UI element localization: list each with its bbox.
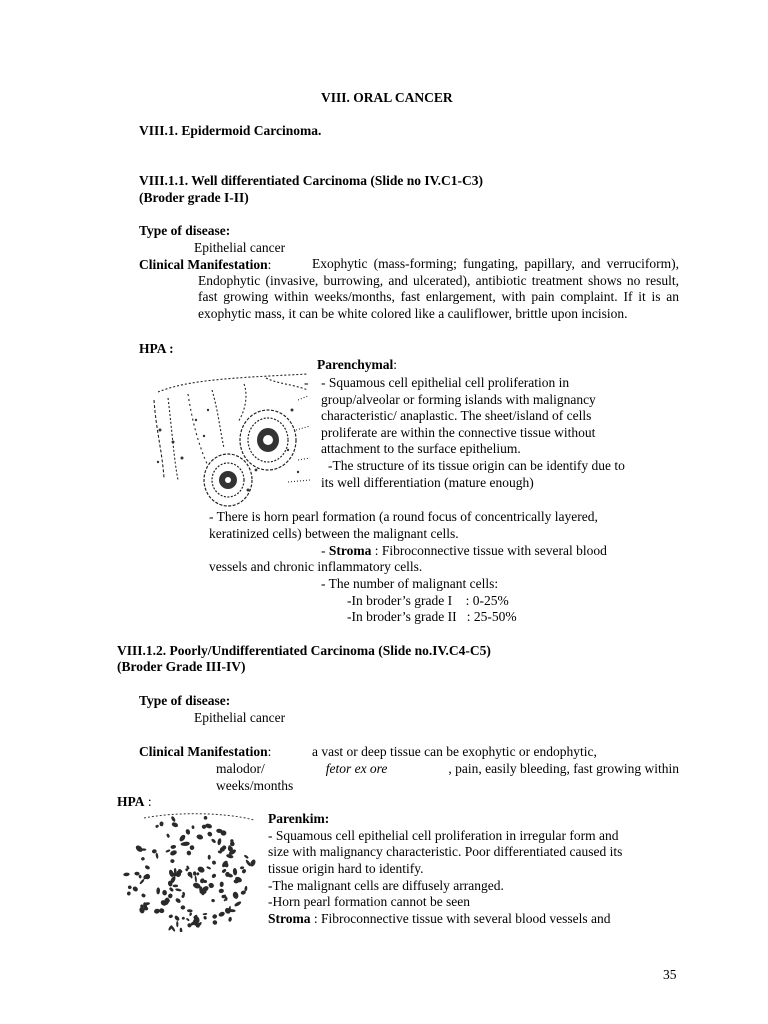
cell-mark (162, 890, 167, 896)
cell-mark (203, 816, 207, 820)
horn-pearl-line-1: keratinized cells) between the malignant cells. (209, 526, 459, 541)
clinical-2-malodor: malodor/ (216, 761, 265, 776)
parenchymal-heading (317, 356, 397, 373)
par1-line-6: its well differentiation (mature enough) (321, 475, 534, 490)
cell-mark (212, 920, 217, 925)
cell-mark (218, 911, 226, 918)
cell-mark (206, 831, 213, 838)
cell-mark (211, 873, 217, 879)
par1-line-0: - Squamous cell epithelial cell proliferation in (321, 375, 570, 390)
histology-figure-poorly-differentiated (114, 812, 266, 932)
cell-mark (170, 845, 176, 850)
horn-pearl-line-0: - There is horn pearl formation (a round focus of concentrically layered, (209, 509, 598, 524)
cell-mark (181, 905, 186, 909)
cell-mark (203, 916, 207, 920)
clinical-colon-2: : (267, 744, 272, 759)
par1-line-2: characteristic/ anaplastic. The sheet/island of cells (321, 408, 592, 423)
cell-mark (191, 825, 194, 829)
cell-mark (212, 860, 217, 865)
cell-mark (176, 921, 178, 927)
cell-mark (175, 897, 182, 904)
cell-mark (175, 888, 182, 892)
grade-1: -In broder’s grade I : 0-25% (347, 593, 509, 608)
subsection-heading-2: VIII.1.2. Poorly/Undifferentiated Carcinoma (Slide no.IV.C4-C5) (117, 643, 491, 658)
section-heading: VIII.1. Epidermoid Carcinoma. (139, 123, 322, 138)
cell-mark (140, 856, 145, 861)
grade-2: -In broder’s grade II : 25-50% (347, 609, 517, 624)
clinical-text-2-line2 (216, 760, 679, 777)
cell-mark (159, 908, 165, 914)
cell-mark (179, 928, 182, 932)
cell-mark (244, 854, 249, 859)
clinical-colon-1: : (267, 257, 272, 272)
cell-mark (244, 886, 247, 892)
stroma-text-2: : Fibroconnective tissue with several blood vessels and (310, 911, 611, 926)
cell-mark (202, 913, 207, 916)
par1-line-3: proliferate are within the connective tissue without (321, 425, 596, 440)
cell-mark (134, 871, 140, 875)
par1-line-4: attachment to the surface epithelium. (321, 441, 521, 456)
stroma-label-2: Stroma (268, 911, 311, 926)
cell-mark (132, 886, 139, 893)
cell-mark (127, 891, 131, 896)
page-title: VIII. ORAL CANCER (321, 90, 453, 105)
cell-mark (240, 866, 245, 869)
cell-mark (217, 838, 222, 846)
page-number: 35 (663, 967, 677, 982)
clinical-text-2-line3: weeks/months (216, 778, 294, 793)
stroma-label-1: Stroma (328, 543, 372, 558)
cell-mark (171, 821, 179, 828)
cell-mark (212, 913, 218, 919)
cell-mark (170, 816, 176, 823)
cell-mark (170, 859, 175, 864)
clinical-label-1: Clinical Manifestation (139, 257, 268, 272)
stroma-line-1b: vessels and chronic inflammatory cells. (209, 559, 423, 574)
cell-mark (234, 900, 242, 907)
cell-mark (138, 875, 141, 879)
cell-mark (174, 915, 181, 922)
subsection-subheading-2: (Broder Grade III-IV) (117, 659, 246, 674)
cell-mark (156, 887, 160, 894)
cell-mark (144, 873, 152, 881)
cell-mark (168, 914, 173, 919)
type-value-2: Epithelial cancer (194, 710, 286, 725)
parenchymal-colon: : (393, 357, 398, 372)
cell-mark (194, 875, 197, 882)
cell-mark (185, 829, 191, 836)
hpa-row-2 (117, 793, 152, 810)
cell-mark (144, 865, 150, 871)
type-label-1: Type of disease: (139, 223, 231, 238)
cell-mark (159, 821, 163, 826)
cell-mark (166, 833, 170, 838)
malignant-count: - The number of malignant cells: (321, 576, 499, 591)
cell-mark (173, 885, 179, 888)
cell-mark (230, 841, 235, 846)
clinical-2-rest: , pain, easily bleeding, fast growing within (448, 761, 679, 776)
cell-mark (208, 855, 211, 860)
stroma-text-1: : Fibroconnective tissue with several blood (371, 543, 607, 558)
cell-mark (187, 909, 193, 913)
clinical-text-2-line1: a vast or deep tissue can be exophytic or endophytic, (312, 744, 597, 759)
cell-mark (155, 824, 159, 828)
stroma-line-2 (268, 910, 610, 927)
cell-mark (141, 893, 146, 898)
par1-line-1: group/alveolar or forming islands with malignancy (321, 392, 596, 407)
cell-mark (228, 917, 232, 923)
hpa-colon-2: : (144, 794, 152, 809)
cell-mark (165, 849, 170, 853)
cell-mark (206, 866, 211, 870)
histology-figure-well-differentiated (148, 370, 314, 510)
cell-mark (178, 834, 186, 843)
cell-mark (211, 899, 215, 903)
parenkim-label: Parenkim: (268, 811, 330, 826)
clinical-label-2: Clinical Manifestation (139, 744, 268, 759)
cell-mark (196, 872, 199, 876)
par2-line-1: size with malignancy characteristic. Poor differentiated caused its (268, 844, 623, 859)
clinical-2-fetor: fetor ex ore (325, 761, 388, 776)
par2-line-2: tissue origin hard to identify. (268, 861, 424, 876)
stroma-line-1 (321, 542, 607, 559)
cell-mark (186, 918, 190, 922)
hpa-label-1: HPA : (139, 341, 174, 356)
cell-mark (211, 838, 217, 844)
par2-line-4: -Horn pearl formation cannot be seen (268, 894, 471, 909)
subsection-subheading-1: (Broder grade I-II) (139, 190, 249, 205)
cell-mark (219, 881, 223, 887)
cell-mark (169, 887, 175, 892)
par2-line-3: -The malignant cells are diffusely arranged. (268, 878, 504, 893)
hpa-label-2: HPA (117, 794, 145, 809)
cell-mark (169, 849, 177, 856)
cell-mark (186, 850, 192, 856)
cell-mark (196, 834, 204, 840)
cell-mark (200, 890, 207, 894)
parenchymal-dash: - (304, 375, 309, 390)
cell-mark (155, 852, 158, 859)
cell-mark (139, 878, 145, 884)
clinical-row-2 (139, 743, 271, 760)
cell-mark (182, 917, 185, 920)
cell-mark (218, 888, 224, 893)
type-value-1: Epithelial cancer (194, 240, 286, 255)
cell-mark (189, 912, 193, 916)
clinical-text-1: Exophytic (mass-forming; fungating, papillary, and verruciform), Endophytic (invasive, burrowing, and ulcerated), antibiotic treatment shows no result, fast growing within weeks/months, fast enlargement, with pain complaint. If it is an exophytic mass, it can be white colored like a cauliflower, brittle upon incision. (198, 256, 679, 321)
par2-line-0: - Squamous cell epithelial cell proliferation in irregular form and (268, 828, 619, 843)
cell-mark (127, 885, 132, 889)
cell-mark (233, 868, 238, 876)
type-label-2: Type of disease: (139, 693, 231, 708)
cell-mark (232, 891, 239, 900)
stroma-prefix-1: - (321, 543, 329, 558)
cell-mark (123, 872, 130, 876)
par1-line-5: -The structure of its tissue origin can be identify due to (328, 458, 625, 473)
cell-mark (205, 823, 213, 829)
parenchymal-label: Parenchymal (317, 357, 394, 372)
cell-mark (189, 845, 194, 851)
subsection-heading-1: VIII.1.1. Well differentiated Carcinoma (Slide no IV.C1-C3) (139, 173, 484, 188)
cell-mark (193, 871, 197, 875)
